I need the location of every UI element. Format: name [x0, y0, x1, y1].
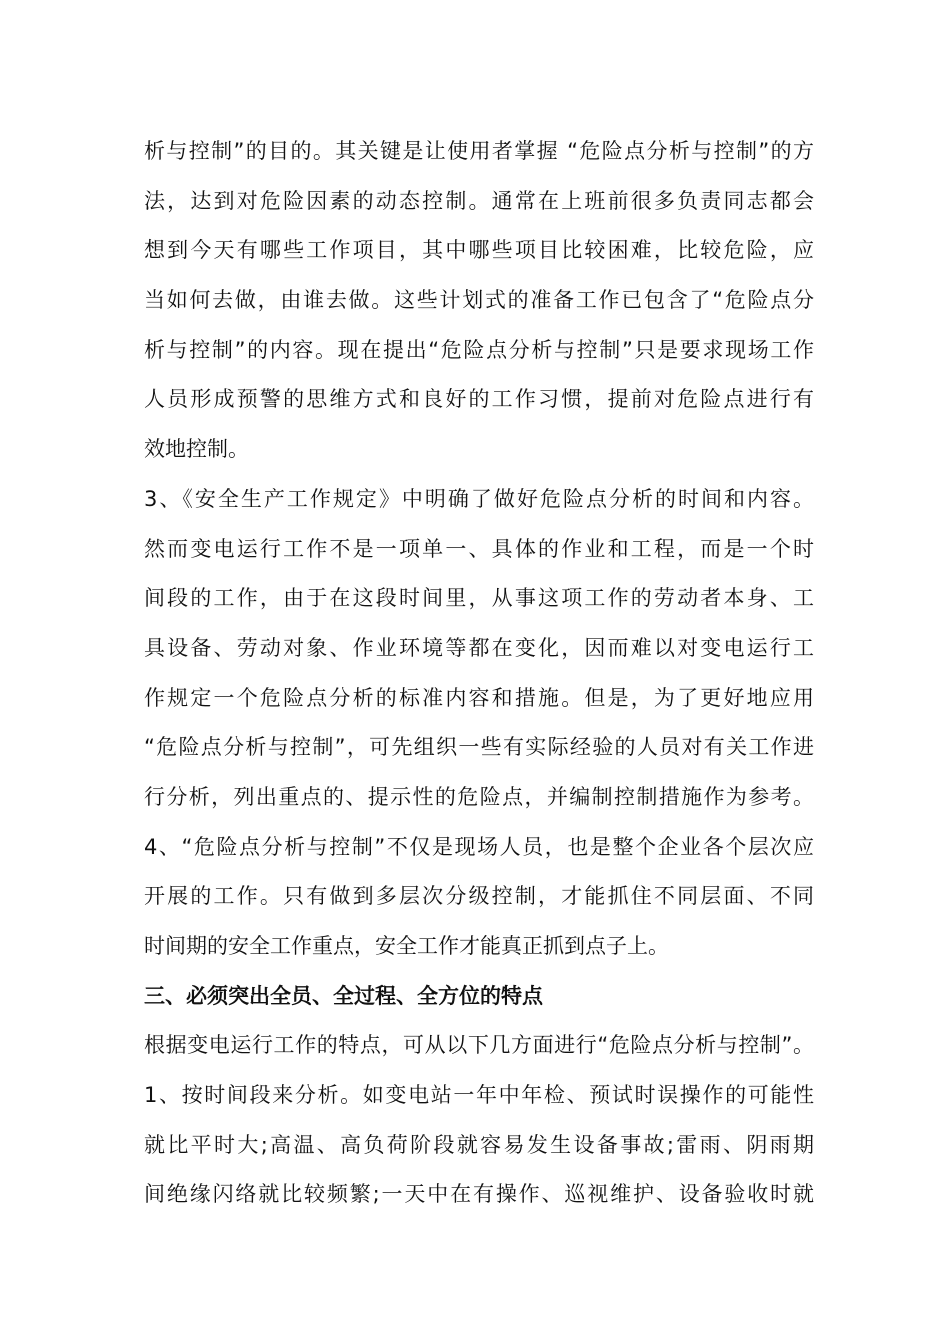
section-heading: 三、必须突出全员、全过程、全方位的特点: [144, 983, 543, 1008]
text-line: 析与控制”的内容。现在提出“危险点分析与控制”只是要求现场工作: [144, 337, 814, 362]
text-line: 时间期的安全工作重点，安全工作才能真正抓到点子上。: [144, 934, 669, 958]
text-line: 当如何去做，由谁去做。这些计划式的准备工作已包含了“危险点分: [144, 288, 814, 313]
text-line: 间绝缘闪络就比较频繁;一天中在有操作、巡视维护、设备验收时就: [144, 1182, 814, 1207]
text-line: 作规定一个危险点分析的标准内容和措施。但是，为了更好地应用: [144, 685, 814, 710]
text-line: 法，达到对危险因素的动态控制。通常在上班前很多负责同志都会: [144, 188, 814, 213]
text-line: 具设备、劳动对象、作业环境等都在变化，因而难以对变电运行工: [144, 635, 814, 660]
text-line: 根据变电运行工作的特点，可从以下几方面进行“危险点分析与控制”。: [144, 1033, 814, 1058]
text-line: “危险点分析与控制”，可先组织一些有实际经验的人员对有关工作进: [144, 735, 814, 760]
text-line: 4、“危险点分析与控制”不仅是现场人员，也是整个企业各个层次应: [144, 834, 814, 859]
text-line: 想到今天有哪些工作项目，其中哪些项目比较困难，比较危险，应: [144, 238, 814, 263]
text-line: 析与控制”的目的。其关键是让使用者掌握 “危险点分析与控制”的方: [144, 139, 814, 163]
text-line: 然而变电运行工作不是一项单一、具体的作业和工程，而是一个时: [144, 536, 814, 561]
text-line: 行分析，列出重点的、提示性的危险点，并编制控制措施作为参考。: [144, 784, 814, 809]
text-line: 间段的工作，由于在这段时间里，从事这项工作的劳动者本身、工: [144, 586, 814, 611]
text-line: 1、按时间段来分析。如变电站一年中年检、预试时误操作的可能性: [144, 1083, 814, 1108]
text-line: 人员形成预警的思维方式和良好的工作习惯，提前对危险点进行有: [144, 387, 814, 412]
text-line: 开展的工作。只有做到多层次分级控制，才能抓住不同层面、不同: [144, 884, 814, 909]
body-text: [144, 127, 814, 1220]
text-line: 3、《安全生产工作规定》中明确了做好危险点分析的时间和内容。: [144, 486, 814, 511]
text-line: 效地控制。: [144, 437, 249, 462]
text-line: 就比平时大;高温、高负荷阶段就容易发生设备事故;雷雨、阴雨期: [144, 1132, 814, 1157]
